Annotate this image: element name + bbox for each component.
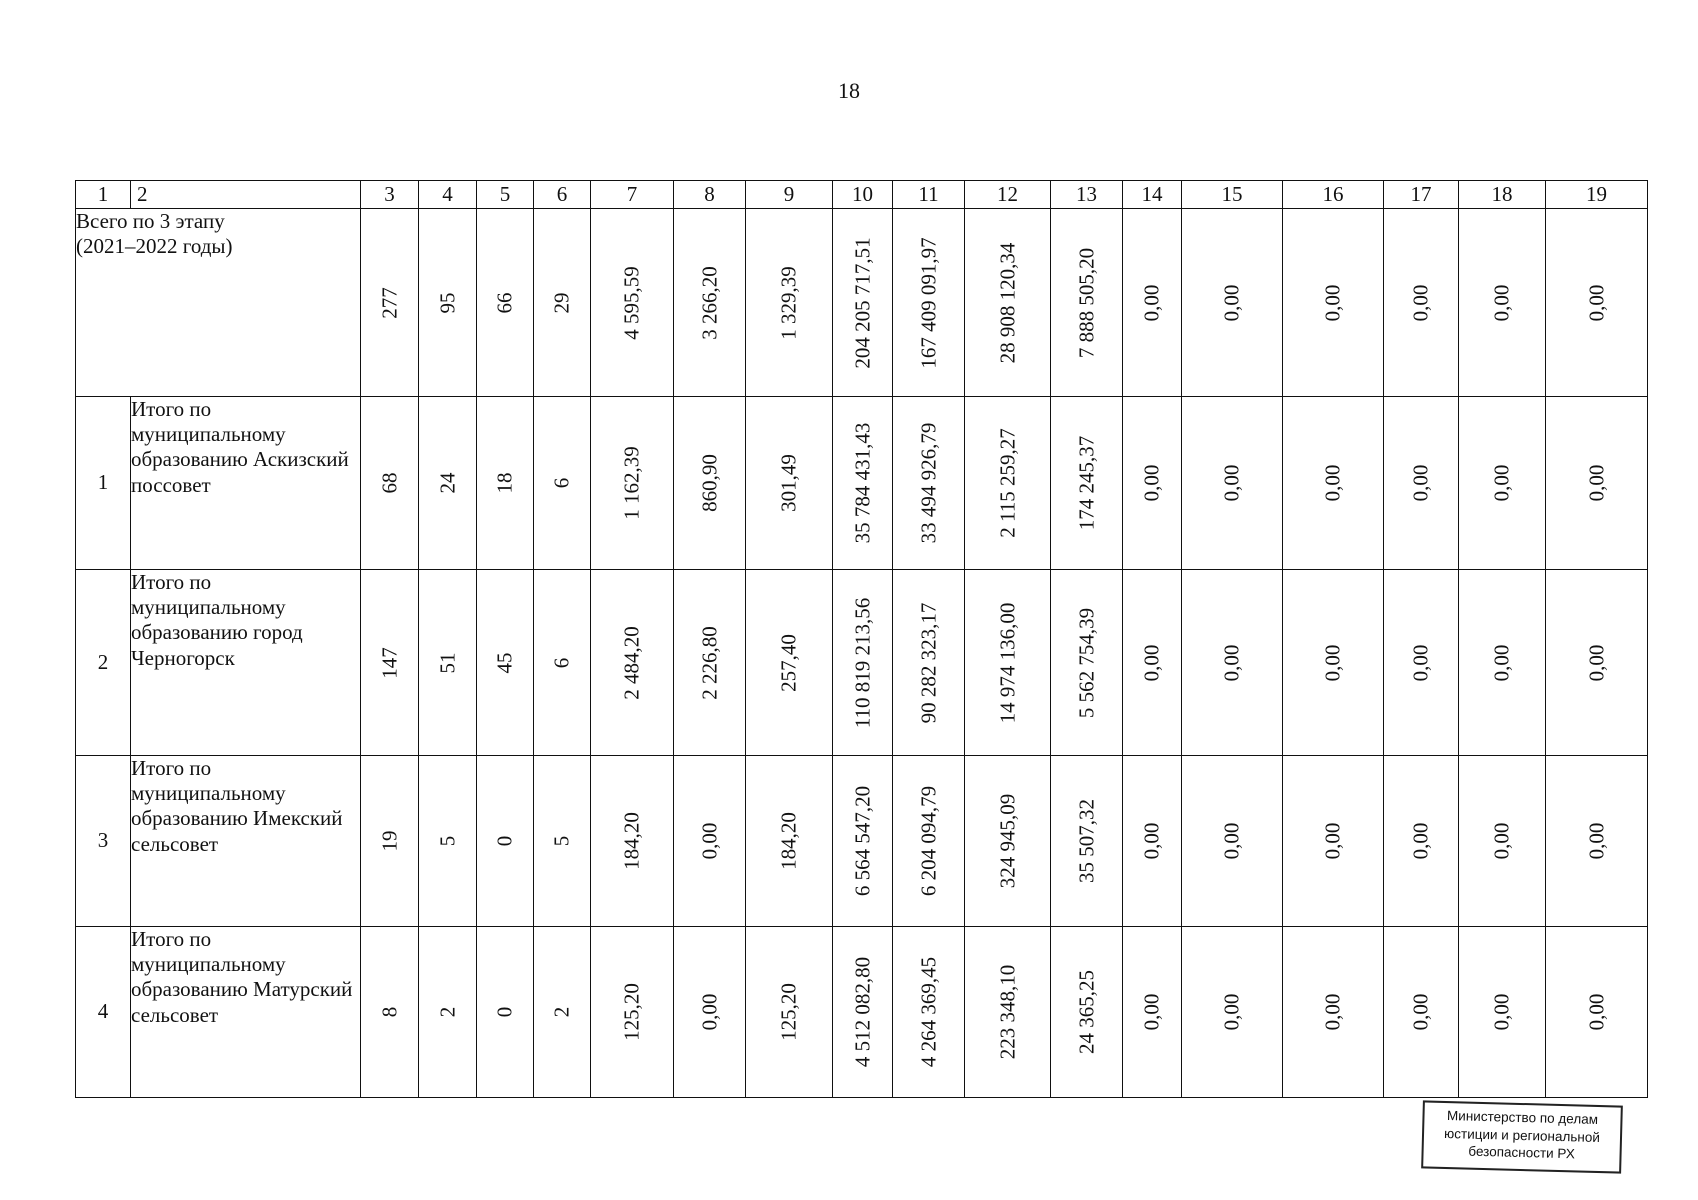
- cell-value: 0,00: [1320, 822, 1345, 860]
- value-cell: [1546, 756, 1648, 927]
- value-cell: [534, 756, 591, 927]
- value-cell: [1459, 397, 1546, 570]
- value-cell: [833, 570, 893, 756]
- cell-value: 2: [549, 1006, 574, 1018]
- value-cell: [361, 927, 419, 1098]
- cell-value: 0,00: [1408, 822, 1433, 860]
- value-cell: [361, 397, 419, 570]
- value-cell: [1459, 756, 1546, 927]
- value-cell: [1384, 570, 1459, 756]
- value-cell: [965, 756, 1051, 927]
- cell-value: 4 595,59: [619, 265, 644, 340]
- cell-value: 0,00: [696, 822, 721, 860]
- cell-value: 125,20: [776, 983, 801, 1041]
- value-cell: [1051, 397, 1123, 570]
- value-cell: [477, 397, 534, 570]
- total-label: Всего по 3 этапу (2021–2022 годы): [76, 209, 361, 397]
- column-number-header: 11: [893, 181, 965, 209]
- value-cell: [674, 209, 746, 397]
- value-cell: [746, 397, 833, 570]
- value-cell: [1459, 927, 1546, 1098]
- value-cell: [965, 570, 1051, 756]
- value-cell: [746, 927, 833, 1098]
- cell-value: 0,00: [1583, 822, 1608, 860]
- cell-value: 90 282 323,17: [915, 602, 940, 723]
- cell-value: 184,20: [776, 812, 801, 870]
- value-cell: [1182, 397, 1283, 570]
- value-cell: [893, 927, 965, 1098]
- value-cell: [1546, 927, 1648, 1098]
- row-number: 1: [76, 397, 131, 570]
- cell-value: 167 409 091,97: [915, 236, 940, 369]
- cell-value: 0,00: [1489, 993, 1514, 1031]
- cell-value: 28 908 120,34: [994, 242, 1019, 363]
- cell-value: 0,00: [1219, 644, 1244, 681]
- value-cell: [746, 209, 833, 397]
- cell-value: 860,90: [696, 454, 721, 512]
- column-number-header: 6: [534, 181, 591, 209]
- value-cell: [1123, 570, 1182, 756]
- cell-value: 33 494 926,79: [915, 422, 940, 544]
- registration-stamp: [1421, 1100, 1623, 1173]
- column-number-header: 14: [1123, 181, 1182, 209]
- cell-value: 2 115 259,27: [994, 428, 1019, 538]
- cell-value: 0,00: [1583, 644, 1608, 681]
- value-cell: [1123, 209, 1182, 397]
- cell-value: 1 162,39: [619, 446, 644, 520]
- cell-value: 0,00: [1408, 993, 1433, 1031]
- cell-value: 0,00: [1139, 284, 1164, 321]
- cell-value: 0,00: [1219, 284, 1244, 321]
- value-cell: [419, 397, 477, 570]
- table-row: [76, 756, 1648, 927]
- value-cell: [1123, 756, 1182, 927]
- value-cell: [1459, 209, 1546, 397]
- value-cell: [419, 570, 477, 756]
- cell-value: 0,00: [1139, 822, 1164, 860]
- cell-value: 324 945,09: [994, 793, 1019, 889]
- cell-value: 0,00: [1489, 644, 1514, 681]
- value-cell: [833, 397, 893, 570]
- cell-value: 0,00: [1219, 993, 1244, 1031]
- value-cell: [591, 209, 674, 397]
- cell-value: 0,00: [1139, 993, 1164, 1031]
- cell-value: 2 484,20: [619, 625, 644, 700]
- cell-value: 6: [549, 657, 574, 668]
- cell-value: 0,00: [696, 993, 721, 1031]
- cell-value: 0: [492, 1006, 517, 1018]
- value-cell: [893, 209, 965, 397]
- value-cell: [591, 756, 674, 927]
- cell-value: 0,00: [1219, 822, 1244, 860]
- value-cell: [1182, 756, 1283, 927]
- cell-value: 257,40: [776, 633, 801, 692]
- cell-value: 29: [549, 292, 574, 313]
- cell-value: 110 819 213,56: [849, 597, 874, 728]
- cell-value: 7 888 505,20: [1073, 247, 1098, 358]
- row-number: 3: [76, 756, 131, 927]
- cell-value: 19: [376, 830, 401, 852]
- cell-value: 2: [434, 1006, 459, 1018]
- value-cell: [591, 927, 674, 1098]
- value-cell: [1384, 756, 1459, 927]
- page-number: 18: [838, 78, 860, 103]
- column-number-header: 16: [1283, 181, 1384, 209]
- column-number-header: 4: [419, 181, 477, 209]
- value-cell: [419, 756, 477, 927]
- total-row: [76, 209, 1648, 397]
- cell-value: 0,00: [1489, 822, 1514, 860]
- row-number: 2: [76, 570, 131, 756]
- cell-value: 0,00: [1489, 284, 1514, 321]
- value-cell: [1182, 209, 1283, 397]
- value-cell: [1283, 397, 1384, 570]
- cell-value: 223 348,10: [994, 964, 1019, 1060]
- cell-value: 301,49: [776, 454, 801, 512]
- cell-value: 277: [376, 286, 401, 319]
- value-cell: [477, 756, 534, 927]
- column-number-header: 10: [833, 181, 893, 209]
- cell-value: 0,00: [1320, 464, 1345, 502]
- header-row: [76, 181, 1648, 209]
- column-number-header: 7: [591, 181, 674, 209]
- value-cell: [1051, 209, 1123, 397]
- value-cell: [833, 209, 893, 397]
- cell-value: 0,00: [1320, 644, 1345, 681]
- cell-value: 147: [376, 646, 401, 679]
- cell-value: 0,00: [1139, 464, 1164, 502]
- value-cell: [1051, 927, 1123, 1098]
- cell-value: 24: [434, 472, 459, 494]
- cell-value: 18: [492, 472, 517, 494]
- cell-value: 35 784 431,43: [849, 422, 874, 544]
- cell-value: 174 245,37: [1073, 435, 1098, 531]
- cell-value: 0,00: [1408, 464, 1433, 502]
- cell-value: 6: [549, 477, 574, 489]
- value-cell: [1182, 570, 1283, 756]
- cell-value: 24 365,25: [1073, 970, 1098, 1054]
- cell-value: 35 507,32: [1073, 799, 1098, 883]
- municipality-name: Итого по муниципальному образованию город Черногорск: [131, 570, 361, 756]
- row-number: 4: [76, 927, 131, 1098]
- municipality-name: Итого по муниципальному образованию Аскизский поссовет: [131, 397, 361, 570]
- cell-value: 5: [549, 835, 574, 847]
- cell-value: 0,00: [1320, 993, 1345, 1031]
- value-cell: [591, 397, 674, 570]
- value-cell: [477, 209, 534, 397]
- value-cell: [1546, 397, 1648, 570]
- column-number-header: 1: [76, 181, 131, 209]
- cell-value: 1 329,39: [776, 265, 801, 340]
- value-cell: [1546, 570, 1648, 756]
- cell-value: 184,20: [619, 812, 644, 870]
- value-cell: [1459, 570, 1546, 756]
- value-cell: [534, 570, 591, 756]
- table-row: [76, 397, 1648, 570]
- cell-value: 4 264 369,45: [915, 956, 940, 1068]
- table-row: [76, 927, 1648, 1098]
- value-cell: [1384, 397, 1459, 570]
- cell-value: 8: [376, 1006, 401, 1018]
- cell-value: 0,00: [1489, 464, 1514, 502]
- value-cell: [477, 927, 534, 1098]
- value-cell: [1123, 397, 1182, 570]
- value-cell: [534, 397, 591, 570]
- stamp-line: безопасности РХ: [1468, 1143, 1576, 1162]
- value-cell: [477, 570, 534, 756]
- value-cell: [1384, 927, 1459, 1098]
- cell-value: 3 266,20: [696, 265, 721, 340]
- column-number-header: 12: [965, 181, 1051, 209]
- cell-value: 0: [492, 835, 517, 847]
- value-cell: [419, 209, 477, 397]
- column-number-header: 13: [1051, 181, 1123, 209]
- municipality-name: Итого по муниципальному образованию Матурский сельсовет: [131, 927, 361, 1098]
- cell-value: 45: [492, 652, 517, 673]
- cell-value: 0,00: [1408, 284, 1433, 321]
- cell-value: 66: [492, 292, 517, 313]
- value-cell: [1283, 756, 1384, 927]
- value-cell: [361, 570, 419, 756]
- municipality-name: Итого по муниципальному образованию Имекский сельсовет: [131, 756, 361, 927]
- column-number-header: 3: [361, 181, 419, 209]
- value-cell: [1283, 209, 1384, 397]
- value-cell: [534, 209, 591, 397]
- column-number-header: 5: [477, 181, 534, 209]
- cell-value: 6 564 547,20: [849, 785, 874, 897]
- value-cell: [419, 927, 477, 1098]
- value-cell: [1283, 570, 1384, 756]
- value-cell: [1051, 570, 1123, 756]
- cell-value: 5 562 754,39: [1073, 607, 1098, 718]
- cell-value: 2 226,80: [696, 625, 721, 700]
- column-number-header: 9: [746, 181, 833, 209]
- cell-value: 0,00: [1583, 464, 1608, 502]
- value-cell: [893, 397, 965, 570]
- value-cell: [965, 209, 1051, 397]
- value-cell: [674, 756, 746, 927]
- value-cell: [1384, 209, 1459, 397]
- cell-value: 0,00: [1583, 284, 1608, 321]
- value-cell: [534, 927, 591, 1098]
- value-cell: [746, 756, 833, 927]
- value-cell: [1051, 756, 1123, 927]
- cell-value: 204 205 717,51: [849, 236, 874, 369]
- cell-value: 51: [434, 652, 459, 673]
- column-number-header: 17: [1384, 181, 1459, 209]
- column-number-header: 15: [1182, 181, 1283, 209]
- cell-value: 0,00: [1219, 464, 1244, 502]
- column-number-header: 18: [1459, 181, 1546, 209]
- cell-value: 5: [434, 835, 459, 847]
- cell-value: 4 512 082,80: [849, 956, 874, 1068]
- cell-value: 14 974 136,00: [994, 602, 1019, 723]
- value-cell: [1283, 927, 1384, 1098]
- value-cell: [893, 756, 965, 927]
- value-cell: [591, 570, 674, 756]
- value-cell: [893, 570, 965, 756]
- cell-value: 125,20: [619, 983, 644, 1041]
- value-cell: [674, 397, 746, 570]
- cell-value: 6 204 094,79: [915, 785, 940, 897]
- data-table: [75, 180, 1648, 1098]
- stamp-line: Министерство по делам: [1446, 1108, 1599, 1127]
- value-cell: [1546, 209, 1648, 397]
- cell-value: 0,00: [1139, 644, 1164, 681]
- value-cell: [361, 756, 419, 927]
- cell-value: 0,00: [1408, 644, 1433, 681]
- cell-value: 68: [376, 472, 401, 494]
- value-cell: [833, 756, 893, 927]
- table-row: [76, 570, 1648, 756]
- value-cell: [746, 570, 833, 756]
- column-number-header: 19: [1546, 181, 1648, 209]
- column-number-header: 2: [131, 181, 361, 209]
- value-cell: [965, 927, 1051, 1098]
- cell-value: 0,00: [1583, 993, 1608, 1031]
- value-cell: [361, 209, 419, 397]
- value-cell: [965, 397, 1051, 570]
- value-cell: [674, 927, 746, 1098]
- stamp-line: юстиции и региональной: [1443, 1125, 1601, 1145]
- value-cell: [1182, 927, 1283, 1098]
- cell-value: 0,00: [1320, 284, 1345, 321]
- value-cell: [674, 570, 746, 756]
- value-cell: [833, 927, 893, 1098]
- value-cell: [1123, 927, 1182, 1098]
- cell-value: 95: [434, 292, 459, 313]
- column-number-header: 8: [674, 181, 746, 209]
